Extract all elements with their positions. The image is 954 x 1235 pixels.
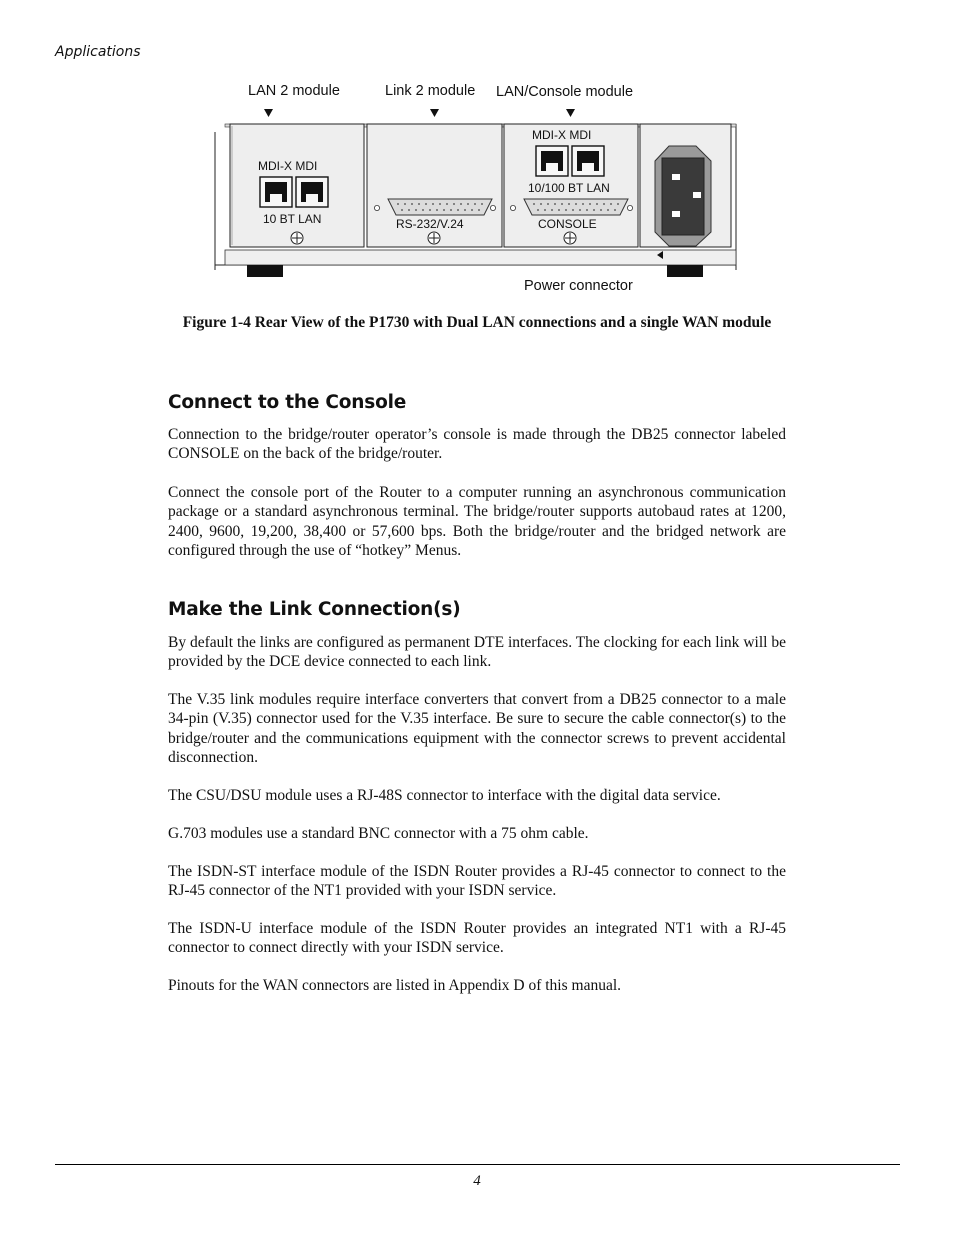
figure-caption: Figure 1-4 Rear View of the P1730 with Dual LAN connections and a single WAN module: [182, 314, 772, 331]
arrow-down-icon: [430, 109, 439, 117]
callout-link2-module: Link 2 module: [385, 83, 476, 99]
paragraph: The CSU/DSU module uses a RJ-48S connector to interface with the digital data service.: [168, 787, 721, 804]
paragraph: By default the links are configured as permanent DTE interfaces. The clocking for each link will be provided by the DCE device connected to each link.: [168, 634, 786, 671]
paragraph: The ISDN-U interface module of the ISDN Router provides an integrated NT1 with a RJ-45 connector to connect directly with your ISDN service.: [168, 920, 786, 957]
running-header: Applications: [55, 44, 141, 60]
rear-view-figure: [205, 78, 750, 298]
lan2-port-type: 10 BT LAN: [263, 212, 322, 226]
lan-console-module: [504, 124, 638, 247]
lan2-module: [230, 124, 364, 247]
paragraph: The ISDN-ST interface module of the ISDN Router provides a RJ-45 connector to connect to the RJ-45 connector of the NT1 provided with your ISDN service.: [168, 863, 786, 900]
lan-console-port-type: 10/100 BT LAN: [528, 181, 610, 195]
rear-panel-diagram: [205, 78, 750, 298]
db25-connector-icon: [524, 199, 628, 215]
paragraph: Connection to the bridge/router operator’s console is made through the DB25 connector labeled CONSOLE on the back of the bridge/router.: [168, 426, 786, 463]
paragraph: Connect the console port of the Router to a computer running an asynchronous communication package or a standard asynchronous terminal. The bridge/router supports autobaud rates at 1200, 2400, 9600, 19,200, 38,400 or 57,600 bps. Both the bridge/router and the bridged network are configured through the use of “hotkey” Menus.: [168, 484, 786, 559]
page-number: 4: [473, 1173, 481, 1189]
lan-console-connector-label: CONSOLE: [538, 217, 597, 231]
lan2-port-labels: MDI-X MDI: [258, 159, 318, 173]
footer-rule: [55, 1164, 900, 1165]
db25-connector-icon: [388, 199, 492, 215]
callout-power-connector: Power connector: [524, 278, 633, 294]
section-heading-console: Connect to the Console: [168, 392, 407, 413]
power-module: [640, 124, 731, 259]
link2-connector-label: RS-232/V.24: [396, 217, 464, 231]
paragraph: G.703 modules use a standard BNC connector with a 75 ohm cable.: [168, 825, 589, 842]
paragraph: Pinouts for the WAN connectors are listed in Appendix D of this manual.: [168, 977, 622, 994]
link2-module: [367, 124, 502, 247]
lan-console-port-labels: MDI-X MDI: [532, 128, 592, 142]
paragraph: The V.35 link modules require interface converters that convert from a DB25 connector to a male 34-pin (V.35) connector used for the V.35 interface. Be sure to secure the cable connector(s) to the bridge/router and the communications equipment with the connector screws to prevent accidental disconnection.: [168, 691, 786, 766]
section-heading-link-connection: Make the Link Connection(s): [168, 599, 461, 620]
arrow-down-icon: [566, 109, 575, 117]
callout-lan2-module: LAN 2 module: [248, 83, 340, 99]
arrow-down-icon: [264, 109, 273, 117]
callout-lan-console-module: LAN/Console module: [496, 84, 634, 100]
